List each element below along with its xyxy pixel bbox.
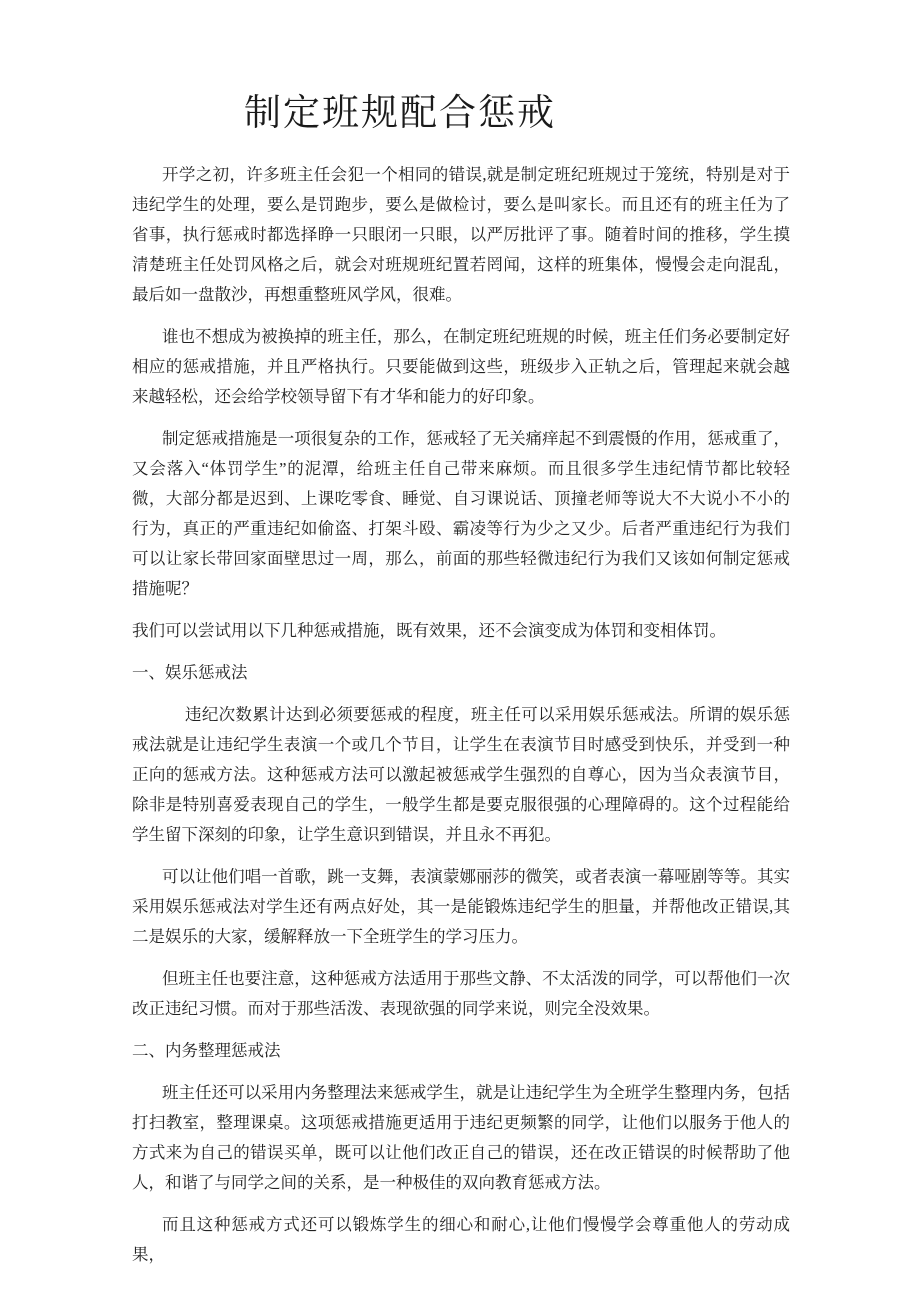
paragraph-intro-mistakes: 开学之初，许多班主任会犯一个相同的错误,就是制定班纪班规过于笼统，特别是对于违纪学生的处理，要么是罚跑步，要么是做检讨，要么是叫家长。而且还有的班主任为了省事，执行惩戒时都选择睁一只眼闭一只眼，以严厉批评了事。随着时间的推移，学生摸清楚班主任处罚风格之后，就会对班规班纪置若罔闻，这样的班集体，慢慢会走向混乱，最后如一盘散沙，再想重整班风学风，很难。 bbox=[132, 165, 790, 304]
section-heading-housekeeping-method: 二、内务整理惩戒法 bbox=[132, 1041, 281, 1060]
paragraph-try-methods: 我们可以尝试用以下几种惩戒措施，既有效果，还不会演变成为体罚和变相体罚。 bbox=[132, 621, 726, 640]
section-heading-entertainment-method: 一、娱乐惩戒法 bbox=[132, 663, 248, 682]
paragraph-entertainment-examples: 可以让他们唱一首歌，跳一支舞，表演蒙娜丽莎的微笑，或者表演一幕哑剧等等。其实采用娱乐惩戒法对学生还有两点好处，其一是能锻炼违纪学生的胆量，并帮他改正错误,其二是娱乐的大家，缓解释放一下全班学生的学习压力。 bbox=[132, 867, 790, 946]
paragraph-housekeeping-method-intro: 班主任还可以采用内务整理法来惩戒学生，就是让违纪学生为全班学生整理内务，包括打扫教室，整理课桌。这项惩戒措施更适用于违纪更频繁的同学，让他们以服务于他人的方式来为自己的错误买单，既可以让他们改正自己的错误，还在改正错误的时候帮助了他人，和谐了与同学之间的关系，是一种极佳的双向教育惩戒方法。 bbox=[132, 1083, 790, 1192]
document-title: 制定班规配合惩戒 bbox=[244, 93, 556, 134]
paragraph-housekeeping-benefits: 而且这种惩戒方式还可以锻炼学生的细心和耐心,让他们慢慢学会尊重他人的劳动成果， bbox=[132, 1215, 790, 1264]
paragraph-entertainment-method-intro: 违纪次数累计达到必须要惩戒的程度，班主任可以采用娱乐惩戒法。所谓的娱乐惩戒法就是让违纪学生表演一个或几个节目，让学生在表演节目时感受到快乐，并受到一种正向的惩戒方法。这种惩戒方法可以激起被惩戒学生强烈的自尊心，因为当众表演节目，除非是特别喜爱表现自己的学生，一般学生都是要克服很强的心理障碍的。这个过程能给学生留下深刻的印象，让学生意识到错误，并且永不再犯。 bbox=[132, 705, 790, 844]
paragraph-complex-work: 制定惩戒措施是一项很复杂的工作，惩戒轻了无关痛痒起不到震慑的作用，惩戒重了，又会落入“体罚学生”的泥潭，给班主任自己带来麻烦。而且很多学生违纪情节都比较轻微，大部分都是迟到、上课吃零食、睡觉、自习课说话、顶撞老师等说大不大说小不小的行为，真正的严重违纪如偷盗、打架斗殴、霸凌等行为少之又少。后者严重违纪行为我们可以让家长带回家面壁思过一周，那么，前面的那些轻微违纪行为我们又该如何制定惩戒措施呢？ bbox=[132, 429, 790, 598]
paragraph-make-rules: 谁也不想成为被换掉的班主任，那么，在制定班纪班规的时候，班主任们务必要制定好相应的惩戒措施，并且严格执行。只要能做到这些，班级步入正轨之后，管理起来就会越来越轻松，还会给学校领导留下有才华和能力的好印象。 bbox=[132, 327, 790, 406]
paragraph-entertainment-caution: 但班主任也要注意，这种惩戒方法适用于那些文静、不太活泼的同学，可以帮他们一次改正违纪习惯。而对于那些活泼、表现欲强的同学来说，则完全没效果。 bbox=[132, 969, 790, 1018]
